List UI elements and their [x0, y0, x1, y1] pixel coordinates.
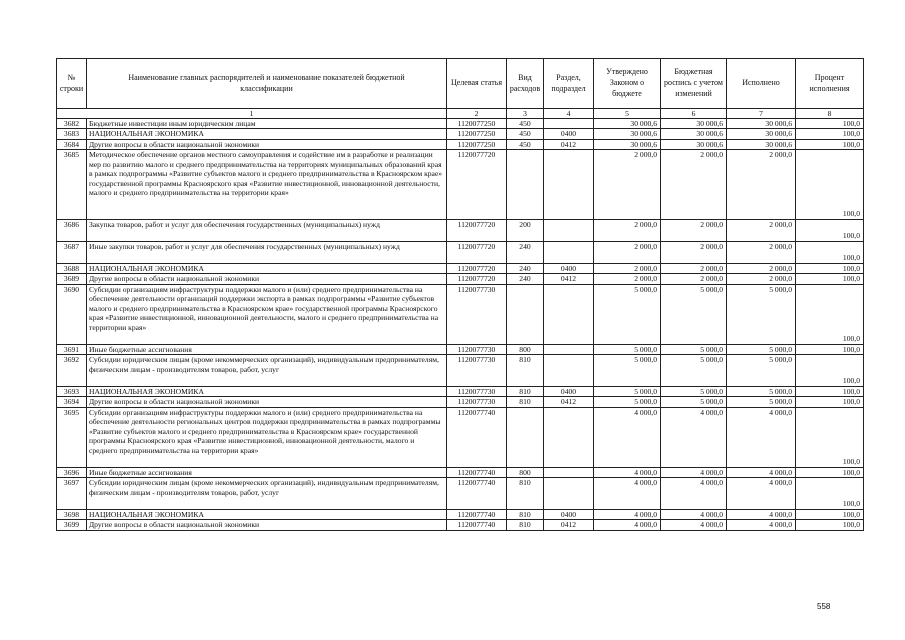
row-number: 3683: [57, 129, 87, 139]
row-executed: 5 000,0: [727, 344, 796, 354]
row-target: 1120077720: [447, 219, 507, 241]
header-target: Целевая статья: [447, 59, 507, 109]
row-approved: 5 000,0: [594, 386, 661, 396]
table-row: [57, 344, 864, 354]
table-row: [57, 263, 864, 273]
row-expense-type: 800: [507, 344, 544, 354]
row-budget: 5 000,0: [661, 355, 727, 387]
row-name: НАЦИОНАЛЬНАЯ ЭКОНОМИКА: [87, 386, 447, 396]
row-target: 1120077730: [447, 386, 507, 396]
row-section: 0400: [544, 263, 594, 273]
row-expense-type: 450: [507, 129, 544, 139]
row-executed: 4 000,0: [727, 407, 796, 467]
row-expense-type: 810: [507, 509, 544, 519]
row-expense-type: 240: [507, 263, 544, 273]
budget-report-sheet: [56, 58, 863, 531]
header-approved: Утверждено Законом о бюджете: [594, 59, 661, 109]
row-section: [544, 284, 594, 344]
row-section: [544, 241, 594, 263]
row-section: [544, 150, 594, 220]
row-approved: 30 000,6: [594, 119, 661, 129]
row-target: 1120077740: [447, 478, 507, 510]
row-number: 3691: [57, 344, 87, 354]
row-target: 1120077740: [447, 520, 507, 530]
header-section: Раздел, подраздел: [544, 59, 594, 109]
row-expense-type: 800: [507, 467, 544, 477]
row-section: 0400: [544, 129, 594, 139]
row-budget: 30 000,6: [661, 129, 727, 139]
row-executed: 30 000,6: [727, 139, 796, 149]
row-name: Иные бюджетные ассигнования: [87, 467, 447, 477]
row-percent: 100,0: [796, 355, 864, 387]
row-executed: 4 000,0: [727, 478, 796, 510]
row-section: [544, 355, 594, 387]
row-target: 1120077730: [447, 355, 507, 387]
row-budget: 5 000,0: [661, 397, 727, 407]
row-executed: 30 000,6: [727, 119, 796, 129]
row-percent: 100,0: [796, 119, 864, 129]
row-target: 1120077720: [447, 263, 507, 273]
row-number: 3696: [57, 467, 87, 477]
row-target: 1120077720: [447, 241, 507, 263]
row-target: 1120077250: [447, 139, 507, 149]
row-name: НАЦИОНАЛЬНАЯ ЭКОНОМИКА: [87, 509, 447, 519]
row-executed: 2 000,0: [727, 219, 796, 241]
row-number: 3688: [57, 263, 87, 273]
row-number: 3694: [57, 397, 87, 407]
row-expense-type: 810: [507, 520, 544, 530]
row-target: 1120077730: [447, 344, 507, 354]
row-target: 1120077250: [447, 119, 507, 129]
row-name: Другие вопросы в области национальной экономики: [87, 520, 447, 530]
row-approved: 5 000,0: [594, 284, 661, 344]
header-budget-list: Бюджетная роспись с учетом изменений: [661, 59, 727, 109]
row-section: [544, 478, 594, 510]
table-row: [57, 478, 864, 510]
row-target: 1120077730: [447, 397, 507, 407]
row-expense-type: 810: [507, 478, 544, 510]
row-number: 3690: [57, 284, 87, 344]
row-executed: 4 000,0: [727, 520, 796, 530]
row-budget: 2 000,0: [661, 263, 727, 273]
row-number: 3689: [57, 274, 87, 284]
row-expense-type: 240: [507, 274, 544, 284]
column-number-5: 5: [594, 109, 661, 119]
row-executed: 4 000,0: [727, 509, 796, 519]
table-row: [57, 284, 864, 344]
row-name: Другие вопросы в области национальной экономики: [87, 397, 447, 407]
row-approved: 4 000,0: [594, 467, 661, 477]
row-percent: 100,0: [796, 263, 864, 273]
row-expense-type: [507, 284, 544, 344]
row-approved: 2 000,0: [594, 274, 661, 284]
table-row: [57, 129, 864, 139]
row-approved: 5 000,0: [594, 344, 661, 354]
row-name: Другие вопросы в области национальной экономики: [87, 274, 447, 284]
row-budget: 4 000,0: [661, 520, 727, 530]
row-target: 1120077740: [447, 509, 507, 519]
row-target: 1120077250: [447, 129, 507, 139]
row-executed: 4 000,0: [727, 467, 796, 477]
table-header-row: [57, 59, 864, 109]
row-budget: 4 000,0: [661, 467, 727, 477]
row-target: 1120077730: [447, 284, 507, 344]
row-percent: 100,0: [796, 241, 864, 263]
row-approved: 2 000,0: [594, 241, 661, 263]
row-expense-type: [507, 150, 544, 220]
row-budget: 4 000,0: [661, 478, 727, 510]
row-budget: 5 000,0: [661, 386, 727, 396]
table-row: [57, 467, 864, 477]
row-expense-type: 450: [507, 119, 544, 129]
row-percent: 100,0: [796, 139, 864, 149]
row-percent: 100,0: [796, 386, 864, 396]
column-number-8: 8: [796, 109, 864, 119]
row-approved: 5 000,0: [594, 355, 661, 387]
row-expense-type: [507, 407, 544, 467]
row-name: Методическое обеспечение органов местного самоуправления и содействие им в разработке и реализации мер по развитию малого и среднего предпринимательства на территориях муниципальных образований края в рамках подпрограммы «Развитие субъектов малого и среднего предпринимательства в Красноярском крае» государственной программы Красноярского края «Развитие инвестиционной, инновационной деятельности, малого и среднего предпринимательства на территории края»: [87, 150, 447, 220]
row-executed: 2 000,0: [727, 241, 796, 263]
row-executed: 5 000,0: [727, 284, 796, 344]
row-approved: 2 000,0: [594, 150, 661, 220]
table-body: [57, 119, 864, 531]
row-name: Иные закупки товаров, работ и услуг для обеспечения государственных (муниципальных) нужд: [87, 241, 447, 263]
row-approved: 2 000,0: [594, 219, 661, 241]
page-number: 558: [817, 602, 831, 611]
row-section: 0400: [544, 386, 594, 396]
row-target: 1120077740: [447, 407, 507, 467]
row-budget: 2 000,0: [661, 241, 727, 263]
row-name: Субсидии юридическим лицам (кроме некоммерческих организаций), индивидуальным предпринимателям, физическим лицам - производителям товаров, работ, услуг: [87, 478, 447, 510]
row-number: 3695: [57, 407, 87, 467]
table-row: [57, 139, 864, 149]
row-percent: 100,0: [796, 407, 864, 467]
row-budget: 4 000,0: [661, 407, 727, 467]
row-expense-type: 810: [507, 355, 544, 387]
row-section: [544, 344, 594, 354]
row-percent: 100,0: [796, 397, 864, 407]
row-section: [544, 407, 594, 467]
row-executed: 2 000,0: [727, 150, 796, 220]
row-section: [544, 119, 594, 129]
row-section: [544, 467, 594, 477]
row-number: 3684: [57, 139, 87, 149]
row-approved: 30 000,6: [594, 129, 661, 139]
table-row: [57, 509, 864, 519]
row-number: 3697: [57, 478, 87, 510]
row-budget: 2 000,0: [661, 274, 727, 284]
column-number-6: 6: [661, 109, 727, 119]
row-name: НАЦИОНАЛЬНАЯ ЭКОНОМИКА: [87, 129, 447, 139]
budget-table: [56, 58, 864, 531]
row-executed: 30 000,6: [727, 129, 796, 139]
row-percent: 100,0: [796, 150, 864, 220]
row-percent: 100,0: [796, 467, 864, 477]
row-name: НАЦИОНАЛЬНАЯ ЭКОНОМИКА: [87, 263, 447, 273]
row-section: 0400: [544, 509, 594, 519]
header-percent: Процент исполнения: [796, 59, 864, 109]
table-row: [57, 274, 864, 284]
header-name: Наименование главных распорядителей и наименование показателей бюджетной классификации: [87, 59, 447, 109]
column-number-1: 1: [57, 109, 447, 119]
column-number-3: 3: [507, 109, 544, 119]
row-budget: 5 000,0: [661, 344, 727, 354]
row-approved: 4 000,0: [594, 520, 661, 530]
row-number: 3693: [57, 386, 87, 396]
row-executed: 5 000,0: [727, 355, 796, 387]
row-expense-type: 200: [507, 219, 544, 241]
row-budget: 4 000,0: [661, 509, 727, 519]
row-budget: 30 000,6: [661, 139, 727, 149]
table-row: [57, 219, 864, 241]
header-executed: Исполнено: [727, 59, 796, 109]
row-number: 3682: [57, 119, 87, 129]
row-percent: 100,0: [796, 509, 864, 519]
row-executed: 5 000,0: [727, 386, 796, 396]
row-name: Бюджетные инвестиции иным юридическим лицам: [87, 119, 447, 129]
row-target: 1120077720: [447, 274, 507, 284]
table-row: [57, 355, 864, 387]
row-number: 3699: [57, 520, 87, 530]
row-approved: 4 000,0: [594, 478, 661, 510]
row-target: 1120077720: [447, 150, 507, 220]
row-name: Иные бюджетные ассигнования: [87, 344, 447, 354]
header-expense-type: Вид расходов: [507, 59, 544, 109]
table-row: [57, 241, 864, 263]
row-section: 0412: [544, 139, 594, 149]
column-number-2: 2: [447, 109, 507, 119]
row-target: 1120077740: [447, 467, 507, 477]
row-name: Другие вопросы в области национальной экономики: [87, 139, 447, 149]
row-executed: 2 000,0: [727, 263, 796, 273]
row-name: Субсидии организациям инфраструктуры поддержки малого и (или) среднего предпринимательства на обеспечение деятельности организаций поддержки экспорта в рамках подпрограммы «Развитие субъектов малого и среднего предпринимательства в Красноярском крае» государственной программы Красноярского края «Развитие инвестиционной, инновационной деятельности, малого и среднего предпринимательства на территории края»: [87, 284, 447, 344]
row-budget: 2 000,0: [661, 150, 727, 220]
row-section: 0412: [544, 397, 594, 407]
column-number-4: 4: [544, 109, 594, 119]
row-executed: 2 000,0: [727, 274, 796, 284]
row-percent: 100,0: [796, 520, 864, 530]
row-section: [544, 219, 594, 241]
row-name: Субсидии организациям инфраструктуры поддержки малого и (или) среднего предпринимательства на обеспечение деятельности региональных центров поддержки предпринимательства в рамках подпрограммы «Развитие субъектов малого и среднего предпринимательства в Красноярском крае» государственной программы Красноярского края «Развитие инвестиционной, инновационной деятельности, малого и среднего предпринимательства на территории края»: [87, 407, 447, 467]
row-number: 3692: [57, 355, 87, 387]
row-percent: 100,0: [796, 274, 864, 284]
row-section: 0412: [544, 274, 594, 284]
row-budget: 5 000,0: [661, 284, 727, 344]
row-name: Закупка товаров, работ и услуг для обеспечения государственных (муниципальных) нужд: [87, 219, 447, 241]
row-budget: 2 000,0: [661, 219, 727, 241]
row-percent: 100,0: [796, 129, 864, 139]
row-expense-type: 810: [507, 397, 544, 407]
table-row: [57, 119, 864, 129]
row-section: 0412: [544, 520, 594, 530]
row-number: 3698: [57, 509, 87, 519]
header-row-no: № строки: [57, 59, 87, 109]
row-approved: 30 000,6: [594, 139, 661, 149]
row-number: 3687: [57, 241, 87, 263]
row-approved: 2 000,0: [594, 263, 661, 273]
column-number-7: 7: [727, 109, 796, 119]
row-name: Субсидии юридическим лицам (кроме некоммерческих организаций), индивидуальным предпринимателям, физическим лицам - производителям товаров, работ, услуг: [87, 355, 447, 387]
row-number: 3685: [57, 150, 87, 220]
row-expense-type: 240: [507, 241, 544, 263]
row-executed: 5 000,0: [727, 397, 796, 407]
table-row: [57, 407, 864, 467]
row-approved: 4 000,0: [594, 407, 661, 467]
row-budget: 30 000,6: [661, 119, 727, 129]
table-row: [57, 386, 864, 396]
row-approved: 5 000,0: [594, 397, 661, 407]
row-percent: 100,0: [796, 344, 864, 354]
row-approved: 4 000,0: [594, 509, 661, 519]
row-percent: 100,0: [796, 478, 864, 510]
row-expense-type: 810: [507, 386, 544, 396]
table-row: [57, 520, 864, 530]
table-row: [57, 150, 864, 220]
row-expense-type: 450: [507, 139, 544, 149]
table-row: [57, 397, 864, 407]
row-percent: 100,0: [796, 284, 864, 344]
row-percent: 100,0: [796, 219, 864, 241]
column-number-row: [57, 109, 864, 119]
row-number: 3686: [57, 219, 87, 241]
